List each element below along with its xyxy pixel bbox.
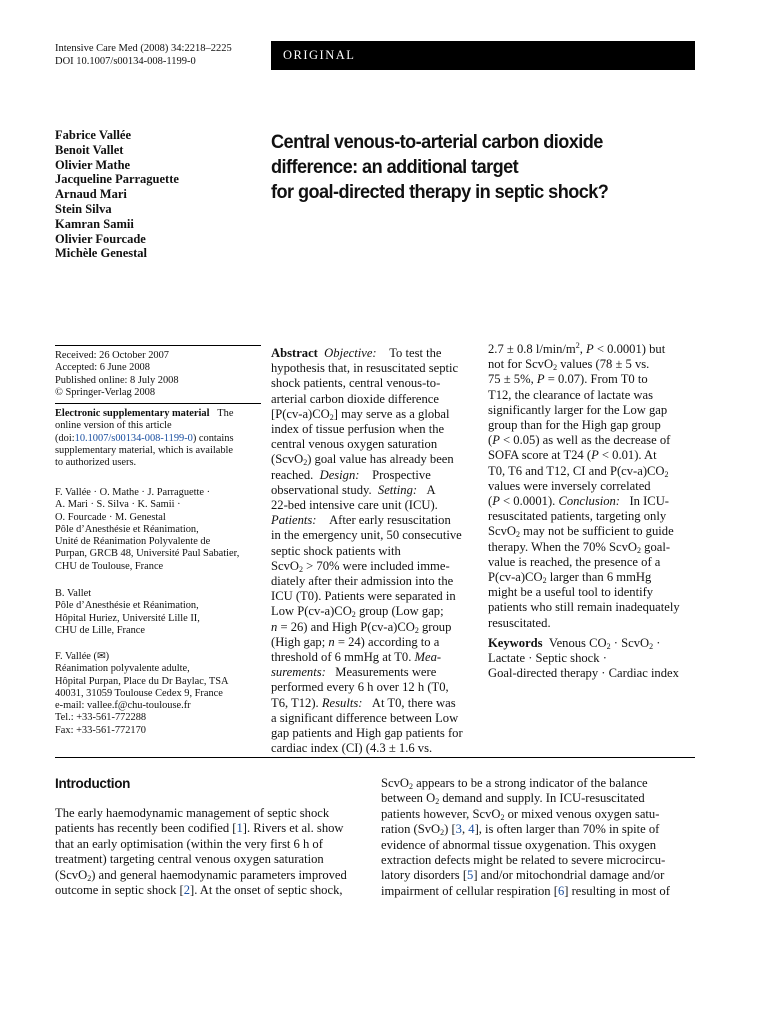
body-text: patients has recently been codified [ — [55, 821, 237, 836]
esm-heading: Electronic supplementary material — [55, 408, 210, 419]
abstract-text: arterial carbon dioxide difference — [271, 391, 439, 406]
email-address[interactable]: e-mail: vallee.f@chu-toulouse.fr — [55, 700, 191, 712]
abstract-text: < 0.0001). — [499, 494, 556, 509]
body-text: that an early optimisation (within the very first 6 h of — [55, 836, 323, 851]
abstract-text: P — [492, 433, 500, 448]
sidebar-top-rule — [55, 345, 261, 346]
body-text: ]. Rivers et al. show — [242, 821, 344, 836]
subscript: 2 — [409, 782, 413, 791]
esm-text: online version of this article — [55, 420, 172, 432]
affiliation-line: CHU de Toulouse, France — [55, 560, 164, 572]
abstract-text: < 0.0001) but — [593, 342, 666, 356]
received-date: Received: 26 October 2007 — [55, 350, 169, 361]
abstract-text: Prospective — [372, 467, 431, 482]
subscript: 2 — [303, 458, 308, 468]
subscript: 2 — [542, 576, 547, 586]
abstract-text: patients who still remain inadequately — [488, 600, 680, 615]
section-label: Setting: — [377, 482, 418, 497]
abstract-text: A — [426, 482, 436, 497]
abstract-text: gap patients and High gap patients for — [271, 726, 463, 741]
subscript: 2 — [664, 469, 669, 479]
subscript: 2 — [606, 642, 611, 651]
reference-link[interactable]: 4 — [468, 822, 475, 837]
journal-doi: DOI 10.1007/s00134-008-1199-0 — [55, 56, 196, 67]
body-text: evidence of abnormal tissue oxygenation. This oxygen — [381, 837, 657, 852]
affiliation-line: Unité de Réanimation Polyvalente de — [55, 536, 211, 548]
title-line: Central venous-to-arterial carbon dioxide — [271, 131, 603, 153]
author-name: Arnaud Mari — [55, 187, 127, 202]
abstract-heading: Abstract — [271, 346, 318, 360]
reference-link[interactable]: 1 — [236, 821, 243, 836]
abstract-text: P(cv-a)CO — [488, 570, 543, 585]
abstract-text: (ScvO — [271, 452, 304, 467]
section-label: Conclusion: — [558, 494, 621, 509]
affiliation-line: Hôpital Huriez, Université Lille II, — [55, 612, 200, 624]
abstract-text: After early resuscitation — [329, 513, 451, 528]
abstract-text: diately after their admission into the — [271, 574, 454, 589]
abstract-text: cardiac index (CI) (4.3 ± 1.6 vs. — [271, 741, 433, 756]
affiliation-line: CHU de Lille, France — [55, 624, 146, 636]
abstract-text: Low P(cv-a)CO — [271, 604, 352, 619]
abstract-text: larger than 6 mmHg — [546, 570, 652, 585]
author-name: Michèle Genestal — [55, 246, 147, 261]
body-text: ration (SvO — [381, 822, 441, 837]
esm-text: to authorized users. — [55, 457, 137, 469]
esm-text: ) contains — [192, 432, 234, 444]
abstract-text: In ICU- — [629, 494, 669, 509]
dates-bottom-rule — [55, 403, 261, 404]
subscript: 2 — [351, 610, 356, 620]
affiliation-line: F. Vallée · O. Mathe · J. Parraguette · — [55, 487, 211, 498]
section-label: Objective: — [324, 346, 377, 360]
body-text: between O — [381, 791, 436, 806]
body-text: impairment of cellular respiration [ — [381, 883, 558, 898]
abstract-text: not for ScvO — [488, 357, 554, 372]
abstract-text: may not be sufficient to guide — [520, 524, 674, 539]
reference-link[interactable]: 3 — [455, 822, 462, 837]
published-date: Published online: 8 July 2008 — [55, 374, 179, 386]
section-label: Patients: — [271, 513, 317, 528]
section-label: ORIGINAL — [283, 48, 356, 62]
abstract-text: goal- — [641, 539, 671, 554]
body-text: or mixed venous oxygen satu- — [504, 806, 660, 821]
abstract-text: in the emergency unit, 50 consecutive — [271, 528, 462, 543]
introduction-column-left — [55, 806, 367, 898]
abstract-text: ICU (T0). Patients were separated in — [271, 589, 456, 604]
body-text: (ScvO — [55, 867, 88, 882]
abstract-column-1 — [271, 346, 479, 756]
abstract-text: T0, T6 and T12, CI and P(cv-a)CO — [488, 463, 665, 478]
subscript: 2 — [500, 812, 505, 822]
abstract-text: P — [586, 342, 594, 356]
abstract-text: value is reached, the presence of a — [488, 554, 661, 569]
abstract-text: resuscitated patients, targeting only — [488, 509, 667, 524]
body-text: ] resulting in most of — [564, 883, 670, 898]
abstract-text: < 0.05) as well as the decrease of — [499, 433, 671, 448]
abstract-text: index of tissue perfusion when the — [271, 422, 445, 437]
affiliation-line: Pôle d’Anesthésie et Réanimation, — [55, 523, 199, 535]
abstract-text: (High gap; — [271, 634, 329, 649]
esm-text: supplementary material, which is available — [55, 444, 234, 456]
abstract-bottom-rule — [55, 757, 695, 758]
author-name: Fabrice Vallée — [55, 128, 132, 142]
abstract-text: resuscitated. — [488, 615, 551, 630]
affiliation-toulouse — [55, 487, 261, 573]
phone-number: Tel.: +33-561-772288 — [55, 712, 147, 724]
keyword-text: Goal-directed therapy · Cardiac index — [488, 666, 679, 681]
body-text: , — [461, 822, 469, 837]
abstract-text: ScvO — [488, 524, 516, 539]
abstract-text: = 24) according to a — [334, 634, 440, 649]
abstract-text: group (Low gap; — [355, 604, 444, 619]
abstract-text: hypothesis that, in resuscitated septic — [271, 361, 459, 376]
affiliation-line: B. Vallet — [55, 588, 92, 599]
subscript: 2 — [299, 564, 303, 574]
journal-header — [55, 42, 232, 68]
esm-text: (doi: — [55, 432, 75, 444]
section-label: surements: — [271, 665, 326, 680]
body-text: ) [ — [444, 822, 456, 837]
section-label: Results: — [321, 695, 363, 710]
abstract-text: shock patients, central venous-to- — [271, 376, 441, 391]
abstract-text: group than for the High gap group — [488, 418, 661, 433]
abstract-text: might be a useful tool to identify — [488, 585, 654, 600]
subscript: 2 — [435, 797, 440, 807]
author-name: Olivier Mathe — [55, 157, 131, 172]
body-text: ScvO — [381, 776, 409, 790]
author-list — [55, 128, 179, 261]
section-label: Design: — [319, 467, 360, 482]
abstract-column-2 — [488, 342, 698, 631]
abstract-text: a significant difference between Low — [271, 710, 459, 725]
affiliation-line: Hôpital Purpan, Place du Dr Baylac, TSA — [55, 675, 229, 687]
abstract-text: Measurements were — [335, 665, 437, 680]
abstract-text: = 0.07). From T0 to — [544, 372, 648, 387]
subscript: 2 — [329, 412, 334, 422]
article-title — [271, 130, 671, 205]
body-text: treatment) targeting central venous oxygen saturation — [55, 852, 324, 867]
abstract-text: 22-bed intensive care unit (ICU). — [271, 498, 438, 513]
abstract-text: n — [328, 634, 335, 649]
subscript: 2 — [553, 363, 558, 373]
subscript: 2 — [414, 625, 419, 635]
subscript: 2 — [637, 545, 641, 555]
abstract-text: ] may serve as a global — [333, 406, 450, 421]
title-line: for goal-directed therapy in septic shock? — [271, 181, 609, 203]
reference-link[interactable]: 2 — [183, 883, 191, 898]
abstract-text: > 70% were included imme- — [303, 558, 450, 573]
abstract-text: values (78 ± 5 vs. — [557, 357, 650, 372]
abstract-text: ) goal value has already been — [307, 452, 454, 467]
body-text: ) and general haemodynamic parameters improved — [91, 867, 347, 882]
abstract-text: 2.7 ± 0.8 l/min/m — [488, 342, 576, 356]
body-text: appears to be a strong indicator of the balance — [413, 776, 648, 790]
body-text: ] and/or mitochondrial damage and/or — [473, 868, 665, 883]
abstract-text: SOFA score at T24 ( — [488, 448, 592, 463]
body-text: The early haemodynamic management of septic shock — [55, 806, 330, 820]
title-line: difference: an additional target — [271, 156, 519, 178]
body-text: patients however, ScvO — [381, 806, 501, 821]
accepted-date: Accepted: 6 June 2008 — [55, 362, 150, 374]
affiliation-line: Purpan, GRCB 48, Université Paul Sabatier, — [55, 548, 240, 560]
abstract-text: values were inversely correlated — [488, 478, 651, 493]
subscript: 2 — [440, 828, 445, 838]
author-name: Kamran Samii — [55, 216, 134, 231]
keyword-text: Lactate · Septic shock · — [488, 651, 607, 666]
abstract-text: observational study. — [271, 482, 372, 497]
abstract-text: septic shock patients with — [271, 543, 401, 558]
abstract-text: central venous oxygen saturation — [271, 437, 438, 452]
body-text: ]. At the onset of septic shock, — [190, 883, 343, 898]
abstract-text: P — [536, 372, 545, 387]
copyright: © Springer-Verlag 2008 — [55, 386, 156, 398]
author-name: Benoit Vallet — [55, 142, 124, 157]
reference-link[interactable]: 6 — [557, 883, 565, 898]
keywords-block — [488, 636, 698, 682]
affiliation-line: 40031, 31059 Toulouse Cedex 9, France — [55, 687, 223, 699]
esm-text: The — [217, 408, 234, 419]
abstract-text: , — [579, 342, 587, 356]
author-name: Stein Silva — [55, 201, 112, 216]
affiliation-line: F. Vallée (✉) — [55, 651, 110, 662]
abstract-text: = 26) and High P(cv-a)CO — [277, 619, 415, 634]
article-dates — [55, 350, 261, 399]
abstract-text: T12, the clearance of lactate was — [488, 387, 654, 402]
body-text: ], is often larger than 70% in spite of — [474, 822, 660, 837]
abstract-text: P — [591, 448, 599, 463]
abstract-text: ( — [488, 433, 493, 448]
affiliation-line: Réanimation polyvalente adulte, — [55, 663, 190, 675]
keyword-text: · ScvO — [610, 636, 650, 650]
esm-note — [55, 408, 261, 469]
fax-number: Fax: +33-561-772170 — [55, 724, 146, 736]
affiliation-lille — [55, 588, 261, 637]
body-text: latory disorders [ — [381, 868, 468, 883]
keywords-heading: Keywords — [488, 636, 543, 650]
introduction-heading: Introduction — [55, 776, 131, 791]
author-name: Jacqueline Parraguette — [55, 172, 179, 187]
abstract-text: significantly larger for the Low gap — [488, 402, 668, 417]
abstract-text: ScvO — [271, 558, 299, 573]
subscript: 2 — [87, 873, 92, 883]
abstract-text: < 0.01). At — [598, 448, 657, 463]
journal-citation: Intensive Care Med (2008) 34:2218–2225 — [55, 43, 232, 54]
abstract-text: n — [271, 619, 278, 634]
superscript: 2 — [575, 341, 580, 350]
correspondence-address — [55, 651, 261, 737]
abstract-text: [P(cv-a)CO — [271, 406, 330, 421]
author-name: Olivier Fourcade — [55, 231, 146, 246]
abstract-text: To test the — [389, 346, 442, 360]
abstract-text: therapy. When the 70% ScvO — [488, 539, 637, 554]
abstract-text: reached. — [271, 467, 314, 482]
keyword-text: Venous CO — [548, 636, 607, 650]
section-label-bar — [271, 41, 695, 70]
subscript: 2 — [516, 530, 520, 540]
affiliation-line: O. Fourcade · M. Genestal — [55, 511, 166, 523]
body-text: outcome in septic shock [ — [55, 883, 184, 898]
esm-doi-link[interactable]: 10.1007/s00134-008-1199-0 — [74, 432, 193, 444]
body-text: extraction defects might be related to severe microcircu- — [381, 853, 666, 868]
keyword-text: · — [653, 636, 661, 650]
abstract-text: threshold of 6 mmHg at T0. — [271, 650, 412, 665]
abstract-text: P — [492, 494, 500, 509]
subscript: 2 — [649, 642, 654, 651]
abstract-text: ( — [488, 494, 493, 509]
affiliation-line: A. Mari · S. Silva · K. Samii · — [55, 499, 181, 511]
abstract-text: performed every 6 h over 12 h (T0, — [271, 680, 449, 695]
abstract-text: At T0, there was — [371, 695, 456, 710]
body-text: demand and supply. In ICU-resuscitated — [439, 791, 645, 806]
introduction-column-right — [381, 776, 695, 899]
abstract-text: 75 ± 5%, — [488, 372, 537, 387]
section-label: Mea- — [414, 650, 442, 665]
reference-link[interactable]: 5 — [467, 868, 474, 883]
affiliation-line: Pôle d’Anesthésie et Réanimation, — [55, 600, 199, 612]
abstract-text: group — [418, 619, 452, 634]
abstract-text: T6, T12). — [271, 695, 319, 710]
